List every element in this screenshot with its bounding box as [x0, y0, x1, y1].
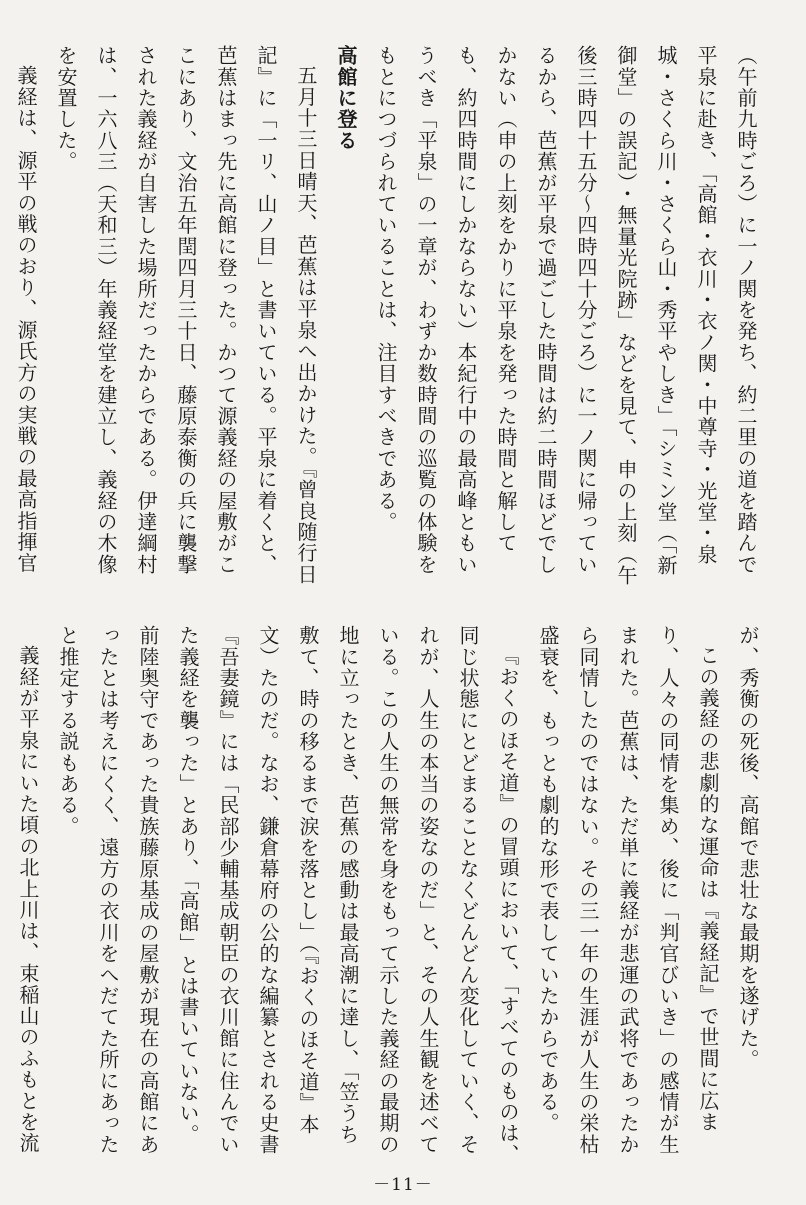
paragraph-takadachi: 五月十三日晴天、芭蕉は平泉へ出かけた。『曾良随行日記』に「一リ、山ノ目」と書いている。平泉に着くと、芭蕉はまっ先に高館に登った。かつて源義経の屋敷がここにあり、文治五年閏四月三十日、藤原泰衡の兵に襲撃された義経が自害した場所だったからである。伊達綱村は、一六八三（天和三）年義経堂を建立し、義経の木像を安置した。: [54, 45, 318, 585]
paragraph-continuation: が、秀衡の死後、高館で悲壮な最期を遂げた。: [736, 625, 760, 1071]
lower-text-block: [16, 625, 768, 1165]
page-number: －11－: [373, 1175, 433, 1195]
paragraph-yoshitsune: 義経は、源平の戦のおり、源氏方の実戦の最高指揮官: [14, 65, 38, 574]
paragraph-impermanence: 『おくのほそ道』の冒頭において、「すべてのものは、同じ状態にとどまることなくどんどん変化していく、それが、人生の本当の姿なのだ」と、その人生観を述べている。この人生の無常を身をもって示した義経の最期の地に立ったとき、芭蕉の感動は最高潮に達し、「笠うち敷て、時の移るまで涙を落とし」（『おくのほそ道』本文）たのだ。なお、鎌倉幕府の公的な編纂とされる史書『吾妻鏡』には「民部少輔基成朝臣の衣川館に住んでいた義経を襲った」とあり、「高館」とは書いていない。前陸奥守であった貴族藤原基成の屋敷が現在の高館にあったとは考えにくく、遠方の衣川をへだてた所にあったと推定する説もある。: [56, 625, 520, 1165]
section-heading: 高館に登る: [334, 45, 358, 151]
paragraph-itinerary: （午前九時ごろ）に一ノ関を発ち、約二里の道を踏んで平泉に赴き、「高館・衣川・衣ノ関・中尊寺・光堂・泉城・さくら川・さくら山・秀平やしき」「シミン堂（「新御堂」の誤記）・無量光院跡」などを見て、申の上刻（午後三時四十五分～四時四十分ごろ）に一ノ関に帰っているから、芭蕉が平泉で過ごした時間は約二時間ほどでしかない（申の上刻をかりに平泉を発った時間と解しても、約四時間にしかならない）本紀行中の最高峰ともいうべき「平泉」の一章が、わずか数時間の巡覧の体験をもとにつづられていることは、注目すべきである。: [374, 45, 758, 587]
upper-text-block: [14, 45, 766, 590]
paragraph-kitakami-river: 義経が平泉にいた頃の北上川は、束稲山のふもとを流: [16, 645, 40, 1154]
paragraph-tragedy: この義経の悲劇的な運命は『義経記』で世間に広まり、人々の同情を集め、後に「判官びいき」の感情が生まれた。芭蕉は、ただ単に義経が悲運の武将であったから同情したのではない。その三一年の生涯が人生の栄枯盛衰を、もっとも劇的な形で表していたからである。: [536, 625, 720, 1155]
